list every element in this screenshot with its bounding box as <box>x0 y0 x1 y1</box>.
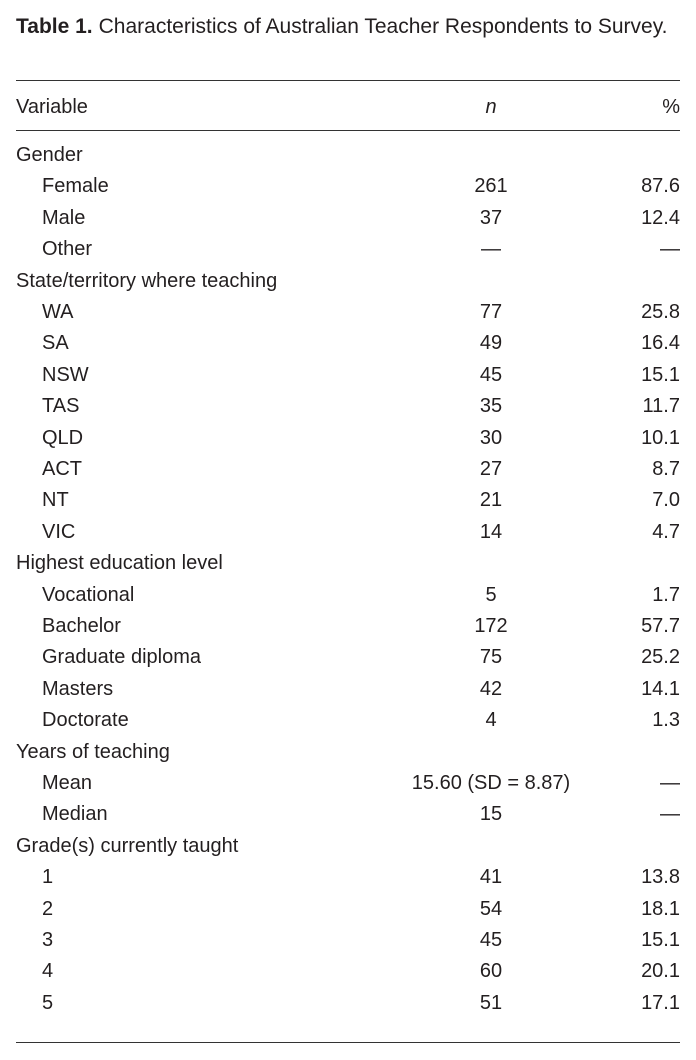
row-percent: 8.7 <box>652 458 680 480</box>
row-label: State/territory where teaching <box>16 269 278 292</box>
row-percent: — <box>660 772 680 794</box>
row-percent: 87.6 <box>641 175 680 198</box>
row-label: Gender <box>16 144 83 166</box>
table-row <box>16 454 680 485</box>
row-label: Median <box>42 803 108 826</box>
row-label: 4 <box>42 960 54 983</box>
row-percent: 18.1 <box>641 897 680 920</box>
row-label: VIC <box>42 520 76 543</box>
table-row <box>16 234 680 265</box>
table-row <box>16 297 680 328</box>
row-percent: 4.7 <box>652 520 680 543</box>
row-label: Male <box>42 206 86 229</box>
row-n: 60 <box>479 960 503 983</box>
table-row <box>16 988 680 1019</box>
row-label: QLD <box>42 426 84 449</box>
row-percent: 16.4 <box>641 332 680 355</box>
row-n: 49 <box>479 332 503 355</box>
row-n: 261 <box>474 175 508 198</box>
row-label: ACT <box>42 458 82 480</box>
row-label: Bachelor <box>42 615 121 637</box>
row-percent: 1.7 <box>652 583 680 606</box>
table-caption <box>16 10 686 43</box>
table-row <box>16 956 680 987</box>
row-label: Masters <box>42 677 114 700</box>
row-n: 30 <box>479 426 503 449</box>
table-row <box>16 768 680 799</box>
group-row <box>16 266 680 297</box>
row-label: Female <box>42 175 109 198</box>
row-percent: 13.8 <box>641 866 680 889</box>
row-label: 5 <box>42 991 54 1014</box>
row-n: 21 <box>479 489 503 512</box>
row-label: Highest education level <box>16 552 223 575</box>
row-percent: 25.8 <box>641 301 680 323</box>
table-row <box>16 203 680 234</box>
row-label: Years of teaching <box>16 740 170 763</box>
row-percent: 15.1 <box>641 929 680 951</box>
row-percent: 25.2 <box>641 646 680 669</box>
row-percent: 11.7 <box>642 395 680 418</box>
row-percent: 20.1 <box>641 960 680 983</box>
row-label: Doctorate <box>42 709 129 732</box>
table-row <box>16 611 680 642</box>
row-label: Grade(s) currently taught <box>16 834 239 857</box>
row-label: Vocational <box>42 583 135 606</box>
group-row <box>16 831 680 862</box>
top-rule <box>16 80 680 81</box>
row-label: 3 <box>42 929 54 951</box>
group-row <box>16 548 680 579</box>
row-n: 37 <box>479 206 503 229</box>
row-percent: — <box>660 803 680 826</box>
row-label: Other <box>42 238 93 261</box>
row-n: 75 <box>479 646 503 669</box>
row-label: NSW <box>42 363 89 386</box>
row-n: 45 <box>479 929 503 951</box>
row-n: 54 <box>479 897 503 920</box>
row-percent: 1.3 <box>652 709 680 732</box>
header-variable: Variable <box>16 96 88 118</box>
table-row <box>16 894 680 925</box>
table-row <box>16 328 680 359</box>
row-label: 2 <box>42 897 54 920</box>
row-n: 77 <box>479 301 503 323</box>
row-percent: 15.1 <box>641 363 680 386</box>
row-label: 1 <box>42 866 54 889</box>
table-title: Characteristics of Australian Teacher Respondents to Survey. <box>98 15 668 38</box>
table-row <box>16 391 680 422</box>
row-n: 27 <box>479 458 503 480</box>
table-row <box>16 360 680 391</box>
row-label: Graduate diploma <box>42 646 201 669</box>
row-n: 15 <box>479 803 503 826</box>
table-row <box>16 674 680 705</box>
row-n: 45 <box>479 363 503 386</box>
row-n: 51 <box>479 991 503 1014</box>
row-percent: 10.1 <box>641 426 680 449</box>
row-n: 35 <box>479 395 503 418</box>
group-row <box>16 140 680 171</box>
row-percent: 17.1 <box>641 991 680 1014</box>
row-label: Mean <box>42 772 93 794</box>
row-percent: 12.4 <box>641 206 680 229</box>
table-row <box>16 642 680 673</box>
row-n: 14 <box>479 520 503 543</box>
header-percent: % <box>662 96 680 118</box>
row-label: NT <box>42 489 69 512</box>
bottom-rule <box>16 1042 680 1043</box>
row-n: 15.60 (SD = 8.87) <box>411 772 571 794</box>
table-row <box>16 705 680 736</box>
row-n: 5 <box>485 583 497 606</box>
table-label: Table 1. <box>16 15 93 38</box>
table-row <box>16 485 680 516</box>
row-n: 41 <box>479 866 503 889</box>
row-label: TAS <box>42 395 80 418</box>
row-label: WA <box>42 301 74 323</box>
row-percent: 14.1 <box>641 677 680 700</box>
row-n: 172 <box>474 615 508 637</box>
row-percent: 7.0 <box>652 489 680 512</box>
table-row <box>16 862 680 893</box>
row-percent: — <box>660 238 680 261</box>
row-label: SA <box>42 332 69 355</box>
header-n: n <box>485 96 497 118</box>
table-row <box>16 423 680 454</box>
row-n: 4 <box>485 709 497 732</box>
table-row <box>16 517 680 548</box>
row-percent: 57.7 <box>641 615 680 637</box>
row-n: 42 <box>479 677 503 700</box>
header-rule <box>16 130 680 131</box>
row-n: — <box>481 238 501 261</box>
group-row <box>16 737 680 768</box>
table-row <box>16 171 680 202</box>
table-row <box>16 799 680 830</box>
table-row <box>16 925 680 956</box>
table-row <box>16 580 680 611</box>
